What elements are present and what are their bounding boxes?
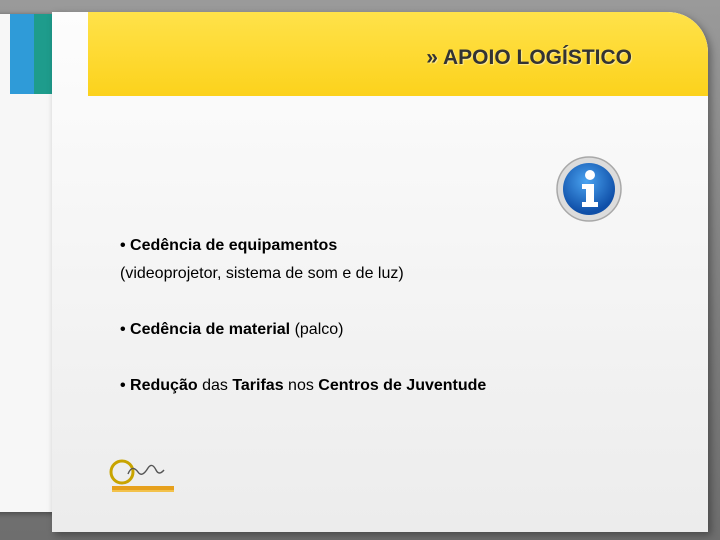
bullet-part: das	[202, 377, 233, 394]
bullet-list	[120, 232, 640, 428]
bullet-part: Tarifas	[232, 377, 284, 394]
info-icon	[555, 155, 623, 223]
bullet-part: nos	[283, 377, 319, 394]
bullet-bold: • Cedência de equipamentos	[120, 237, 338, 254]
bullet-detail: (videoprojetor, sistema de som e de luz)	[120, 265, 404, 282]
logo-icon	[108, 458, 176, 494]
bullet-part: • Redução	[120, 377, 203, 394]
list-item	[120, 372, 640, 400]
list-item	[120, 316, 640, 344]
bullet-bold: • Cedência de material	[120, 321, 291, 338]
list-item	[120, 232, 640, 288]
bullet-part: Centros de Juventude	[318, 377, 487, 394]
bullet-detail: (palco)	[290, 321, 344, 338]
slide-title: » APOIO LOGÍSTICO	[426, 46, 632, 69]
